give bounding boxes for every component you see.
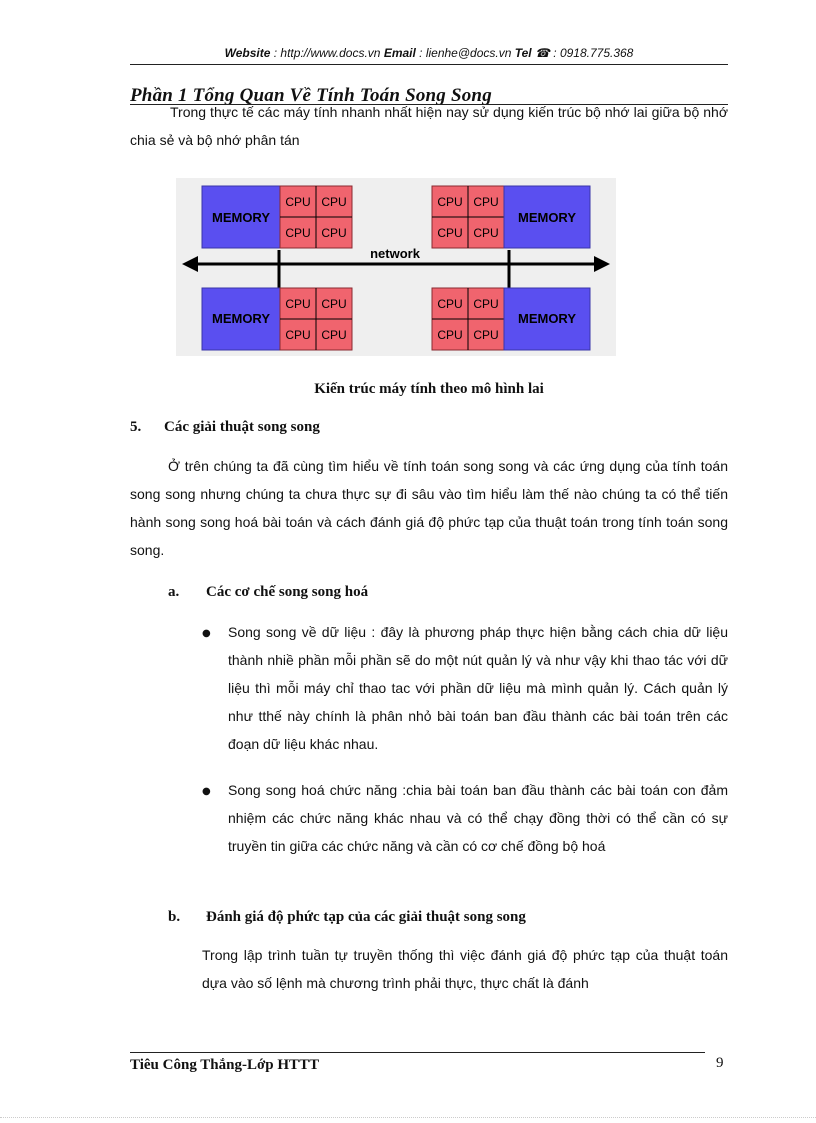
figure-caption: Kiến trúc máy tính theo mô hình lai (314, 381, 544, 397)
footer-author: Tiêu Công Thắng-Lớp HTTT (130, 1057, 320, 1073)
cpu-label: CPU (437, 195, 463, 209)
bullet-icon: ● (202, 786, 211, 797)
memory-label-bottom-left: MEMORY (211, 311, 271, 326)
memory-label-bottom-right: MEMORY (517, 311, 577, 326)
subheading-b-text: Đánh giá độ phức tạp của các giải thuật song song (206, 909, 526, 925)
tel-value: : 0918.775.368 (549, 46, 634, 60)
cpu-label: CPU (321, 195, 347, 209)
cpu-label: CPU (473, 297, 499, 311)
subheading-b-number: b. (168, 909, 181, 925)
cpu-group-bottom-left (280, 288, 352, 350)
tel-label: Tel (514, 46, 532, 60)
cpu-label: CPU (473, 195, 499, 209)
cpu-group-top-left (280, 186, 352, 248)
memory-label-top-left: MEMORY (211, 210, 271, 225)
website-value: : http://www.docs.vn (270, 46, 384, 60)
cpu-group-top-right (432, 186, 504, 248)
intro-paragraph: Trong thực tế các máy tính nhanh nhất hiện nay sử dụng kiến trúc bộ nhớ lai giữa bộ nhớ chia sẻ và bộ nhớ phân tán (130, 104, 728, 148)
cpu-label: CPU (473, 328, 499, 342)
bullet-data-parallelism: Song song về dữ liệu : đây là phương pháp thực hiện bằng cách chia dữ liệu thành nhiề phần mỗi phần sẽ do một nút quản lý và như vậy khi thao tác với dữ liệu thì mỗi máy chỉ thao tac với phần dữ liệu mà mình quản lý. Cách quản lý như tthế này chính là phân nhỏ bài toán ban đầu thành các bài toán trên các đoạn dữ liệu khác nhau. (228, 624, 728, 752)
page-header (130, 46, 728, 60)
memory-label-top-right: MEMORY (517, 210, 577, 225)
email-value: : lienhe@docs.vn (415, 46, 515, 60)
cpu-label: CPU (437, 297, 463, 311)
cpu-label: CPU (437, 328, 463, 342)
website-label: Website (224, 46, 271, 60)
email-label: Email (383, 46, 416, 60)
cpu-label: CPU (473, 226, 499, 240)
cpu-label: CPU (321, 226, 347, 240)
paragraph-intro-algorithms: Ở trên chúng ta đã cùng tìm hiểu về tính toán song song và các ứng dụng của tính toán song song nhưng chúng ta chưa thực sự đi sâu vào tìm hiểu làm thế nào chúng ta có thể tiến hành song song hoá bài toán và cách đánh giá độ phức tạp của thuật toán trong tính toán song song. (130, 458, 728, 558)
paragraph-complexity: Trong lập trình tuần tự truyền thống thì việc đánh giá độ phức tạp của thuật toán dựa vào số lệnh mà chương trình phải thực, thực chất là đánh (202, 947, 728, 991)
section-title: Phần 1 Tổng Quan Về Tính Toán Song Song (130, 85, 492, 106)
phone-icon: ☎ (534, 46, 550, 60)
hybrid-architecture-diagram (176, 178, 616, 356)
footer-rule (130, 1052, 705, 1053)
cpu-label: CPU (321, 297, 347, 311)
page-number: 9 (716, 1055, 724, 1071)
network-label: network (370, 246, 420, 261)
bullet-icon: ● (202, 628, 211, 639)
header-rule (130, 64, 728, 65)
cpu-label: CPU (285, 195, 311, 209)
cpu-label: CPU (285, 328, 311, 342)
subheading-a-number: a. (168, 584, 180, 600)
cpu-label: CPU (437, 226, 463, 240)
heading-5-text: Các giải thuật song song (164, 419, 320, 435)
bullet-functional-parallelism: Song song hoá chức năng :chia bài toán ban đầu thành các bài toán con đảm nhiệm các chức năng khác nhau và có thể chạy đồng thời có thể cần có sự truyền tin giữa các chức năng và cần có cơ chế đồng bộ hoá (228, 782, 728, 854)
subheading-a-text: Các cơ chế song song hoá (206, 584, 369, 600)
cpu-label: CPU (285, 226, 311, 240)
cpu-label: CPU (285, 297, 311, 311)
heading-5-number: 5. (130, 419, 142, 435)
cpu-label: CPU (321, 328, 347, 342)
page-edge-dots (0, 1117, 816, 1118)
cpu-group-bottom-right (432, 288, 504, 350)
